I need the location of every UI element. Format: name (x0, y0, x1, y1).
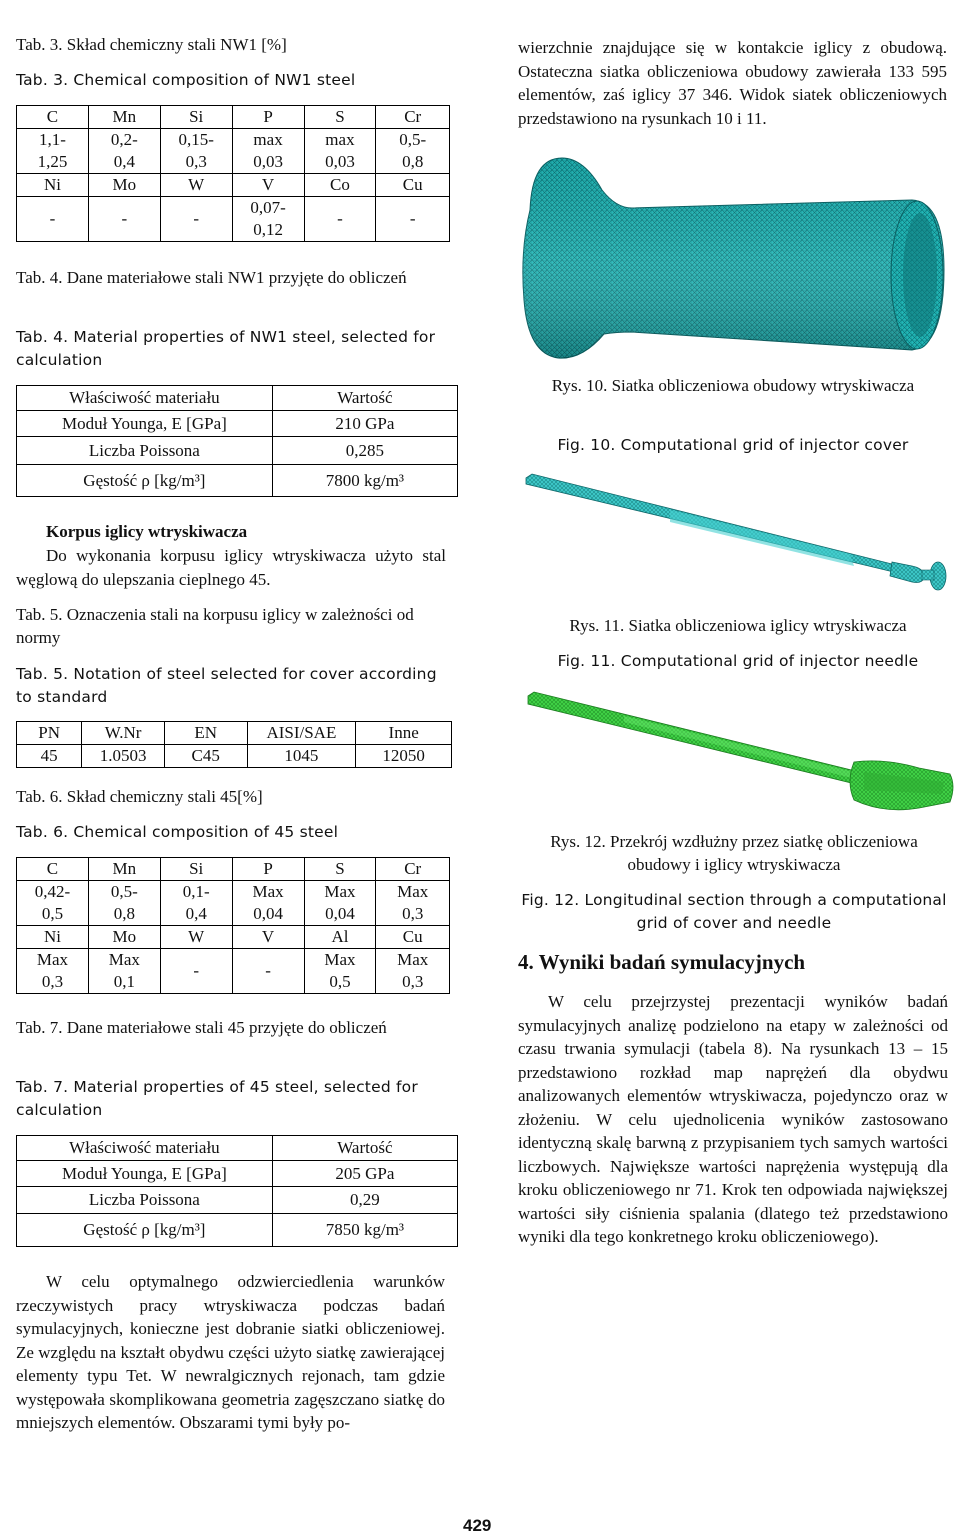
tab4-cell: 0,285 (272, 437, 457, 465)
tab6-cell: P (232, 858, 304, 881)
tab3-cell: Si (160, 106, 232, 129)
tab3-cell: 0,2- 0,4 (88, 129, 160, 174)
tab6-caption-pl: Tab. 6. Skład chemiczny stali 45[%] (16, 787, 263, 806)
tab6-cell: Al (304, 926, 376, 949)
tab5-table (16, 721, 452, 768)
tab3-cell: Cr (376, 106, 450, 129)
tab3-caption-en: Tab. 3. Chemical composition of NW1 steel (16, 71, 356, 89)
tab3-cell: P (232, 106, 304, 129)
tab3-cell: - (376, 197, 450, 242)
fig12-caption-pl: Rys. 12. Przekrój wzdłużny przez siatkę obliczeniowa obudowy i iglicy wtryskiwacza (550, 832, 918, 874)
tab3-cell: - (304, 197, 376, 242)
tab3-cell: max 0,03 (304, 129, 376, 174)
tab3-cell: 0,5- 0,8 (376, 129, 450, 174)
tab7-cell: Gęstość ρ [kg/m³] (17, 1214, 273, 1247)
tab5-cell: 45 (17, 745, 82, 768)
tab5-caption-en: Tab. 5. Notation of steel selected for cover according to standard (16, 665, 437, 706)
needle-mesh-head (890, 562, 924, 583)
tab6-caption-en: Tab. 6. Chemical composition of 45 steel (16, 823, 339, 841)
tab3-cell: 0,15- 0,3 (160, 129, 232, 174)
tab3-cell: Co (304, 174, 376, 197)
tab4-cell: Właściwość materiału (17, 386, 273, 411)
tab5-cell: 1.0503 (82, 745, 165, 768)
section-paragraph: W celu przejrzystej prezentacji wyników badań symulacyjnych analizę podzielono na etapy w zależności od czasu trwania symulacji (tabela 8). Na rysunkach 13 – 15 przedstawiono rozkład map naprężeń dla obydwu analizowanych elementów wtryskiwacza, pojedynczo oraz w złożeniu. W celu ujednolicenia wyników zastosowano identyczną skalę barwną z przypisaniem tych samych wartości liczbowych. Największe wartości naprężenia występują dla kroku obliczeniowego nr 71. Krok ten odpowiada największej wartości siły ciśnienia spalania (dlatego też przedstawiono wyniki dla tego konkretnego kroku obliczeniowego). (518, 992, 948, 1246)
tab5-cell: AISI/SAE (247, 722, 356, 745)
tab3-cell: Ni (17, 174, 89, 197)
fig10-caption-pl: Rys. 10. Siatka obliczeniowa obudowy wtryskiwacza (551, 376, 915, 395)
tab4-cell: Moduł Younga, E [GPa] (17, 411, 273, 437)
tab6-cell: Si (160, 858, 232, 881)
tab6-cell: 0,1- 0,4 (160, 881, 232, 926)
injector-cover-mesh-figure (512, 150, 956, 362)
tab7-cell: Moduł Younga, E [GPa] (17, 1161, 273, 1187)
page-number: 429 (463, 1516, 492, 1535)
tab7-caption-pl: Tab. 7. Dane materiałowe stali 45 przyjęte do obliczeń (16, 1018, 387, 1037)
injector-needle-mesh-figure (520, 470, 956, 600)
tab4-cell: Gęstość ρ [kg/m³] (17, 465, 273, 497)
tab7-table (16, 1135, 458, 1247)
tab4-cell: 210 GPa (272, 411, 457, 437)
tab6-cell: - (232, 949, 304, 994)
tab3-cell: W (160, 174, 232, 197)
tab3-cell: C (17, 106, 89, 129)
tab3-cell: Mn (88, 106, 160, 129)
tab6-cell: V (232, 926, 304, 949)
tab7-cell: 0,29 (272, 1187, 457, 1214)
tab4-caption-en: Tab. 4. Material properties of NW1 steel, selected for calculation (16, 328, 436, 369)
fig12-caption-en: Fig. 12. Longitudinal section through a computational grid of cover and needle (521, 891, 947, 932)
tab6-cell: - (160, 949, 232, 994)
tab6-cell: C (17, 858, 89, 881)
tab4-caption-pl: Tab. 4. Dane materiałowe stali NW1 przyjęte do obliczeń (16, 268, 407, 287)
tab3-table (16, 105, 450, 242)
tab7-cell: 205 GPa (272, 1161, 457, 1187)
tab6-cell: Max 0,04 (232, 881, 304, 926)
tab6-table (16, 857, 450, 994)
tab5-cell: PN (17, 722, 82, 745)
tab5-cell: C45 (164, 745, 247, 768)
tab4-cell: 7800 kg/m³ (272, 465, 457, 497)
tab7-caption-en: Tab. 7. Material properties of 45 steel, selected for calculation (16, 1078, 418, 1119)
tab3-cell: 0,07- 0,12 (232, 197, 304, 242)
tab3-cell: max 0,03 (232, 129, 304, 174)
tab6-cell: Mn (88, 858, 160, 881)
tab6-cell: Max 0,3 (376, 949, 450, 994)
tab5-cell: W.Nr (82, 722, 165, 745)
tab7-cell: Właściwość materiału (17, 1136, 273, 1161)
tab7-cell: 7850 kg/m³ (272, 1214, 457, 1247)
tab4-cell: Wartość (272, 386, 457, 411)
tab6-cell: Mo (88, 926, 160, 949)
tab6-cell: 0,5- 0,8 (88, 881, 160, 926)
tab5-cell: EN (164, 722, 247, 745)
tab7-cell: Liczba Poissona (17, 1187, 273, 1214)
korpus-text: Do wykonania korpusu iglicy wtryskiwacza użyto stal węglową do ulepszania cieplnego 45. (16, 546, 446, 589)
tab6-cell: Max 0,1 (88, 949, 160, 994)
tab5-cell: Inne (356, 722, 452, 745)
tab5-cell: 1045 (247, 745, 356, 768)
fig11-caption-en: Fig. 11. Computational grid of injector needle (557, 652, 919, 670)
tab6-cell: Max 0,3 (17, 949, 89, 994)
tab6-cell: Cu (376, 926, 450, 949)
tab6-cell: W (160, 926, 232, 949)
tab6-cell: Max 0,3 (376, 881, 450, 926)
tab3-cell: Mo (88, 174, 160, 197)
tab6-cell: Cr (376, 858, 450, 881)
tab3-cell: 1,1- 1,25 (17, 129, 89, 174)
fig11-caption-pl: Rys. 11. Siatka obliczeniowa iglicy wtryskiwacza (569, 616, 907, 635)
tab5-caption-pl: Tab. 5. Oznaczenia stali na korpusu iglicy w zależności od normy (16, 605, 414, 647)
longitudinal-section-mesh-figure (524, 690, 956, 820)
tab3-cell: - (17, 197, 89, 242)
section-heading: 4. Wyniki badań symulacyjnych (518, 950, 806, 974)
tab3-caption-pl: Tab. 3. Skład chemiczny stali NW1 [%] (16, 35, 287, 54)
tab3-cell: S (304, 106, 376, 129)
tab3-cell: Cu (376, 174, 450, 197)
tab3-cell: V (232, 174, 304, 197)
tab3-cell: - (88, 197, 160, 242)
tab6-cell: 0,42- 0,5 (17, 881, 89, 926)
mesh-paragraph: W celu optymalnego odzwierciedlenia warunków rzeczywistych pracy wtryskiwacza podczas badań symulacyjnych, konieczne jest dobranie siatki obliczeniowej. Ze względu na kształt obydwu części użyto siatkę zawierającej elementy typu Tet. W newralgicznych rejonach, tam gdzie występowała skomplikowana geometria zagęszczano siatkę do mniejszych elementów. Obszarami tymi były po- (16, 1272, 445, 1432)
fig10-caption-en: Fig. 10. Computational grid of injector cover (557, 436, 909, 454)
tab6-cell: Ni (17, 926, 89, 949)
korpus-heading: Korpus iglicy wtryskiwacza (46, 522, 248, 541)
tab6-cell: Max 0,04 (304, 881, 376, 926)
right-top-paragraph: wierzchnie znajdujące się w kontakcie iglicy z obudową. Ostateczna siatka obliczeniowa obudowy zawierała 133 595 elementów, zaś iglicy 37 346. Widok siatek obliczeniowych przedstawiono na rysunkach 10 i 11. (518, 38, 947, 128)
tab5-cell: 12050 (356, 745, 452, 768)
tab4-cell: Liczba Poissona (17, 437, 273, 465)
tab4-table (16, 385, 458, 497)
tab6-cell: Max 0,5 (304, 949, 376, 994)
tab6-cell: S (304, 858, 376, 881)
tab7-cell: Wartość (272, 1136, 457, 1161)
tab3-cell: - (160, 197, 232, 242)
